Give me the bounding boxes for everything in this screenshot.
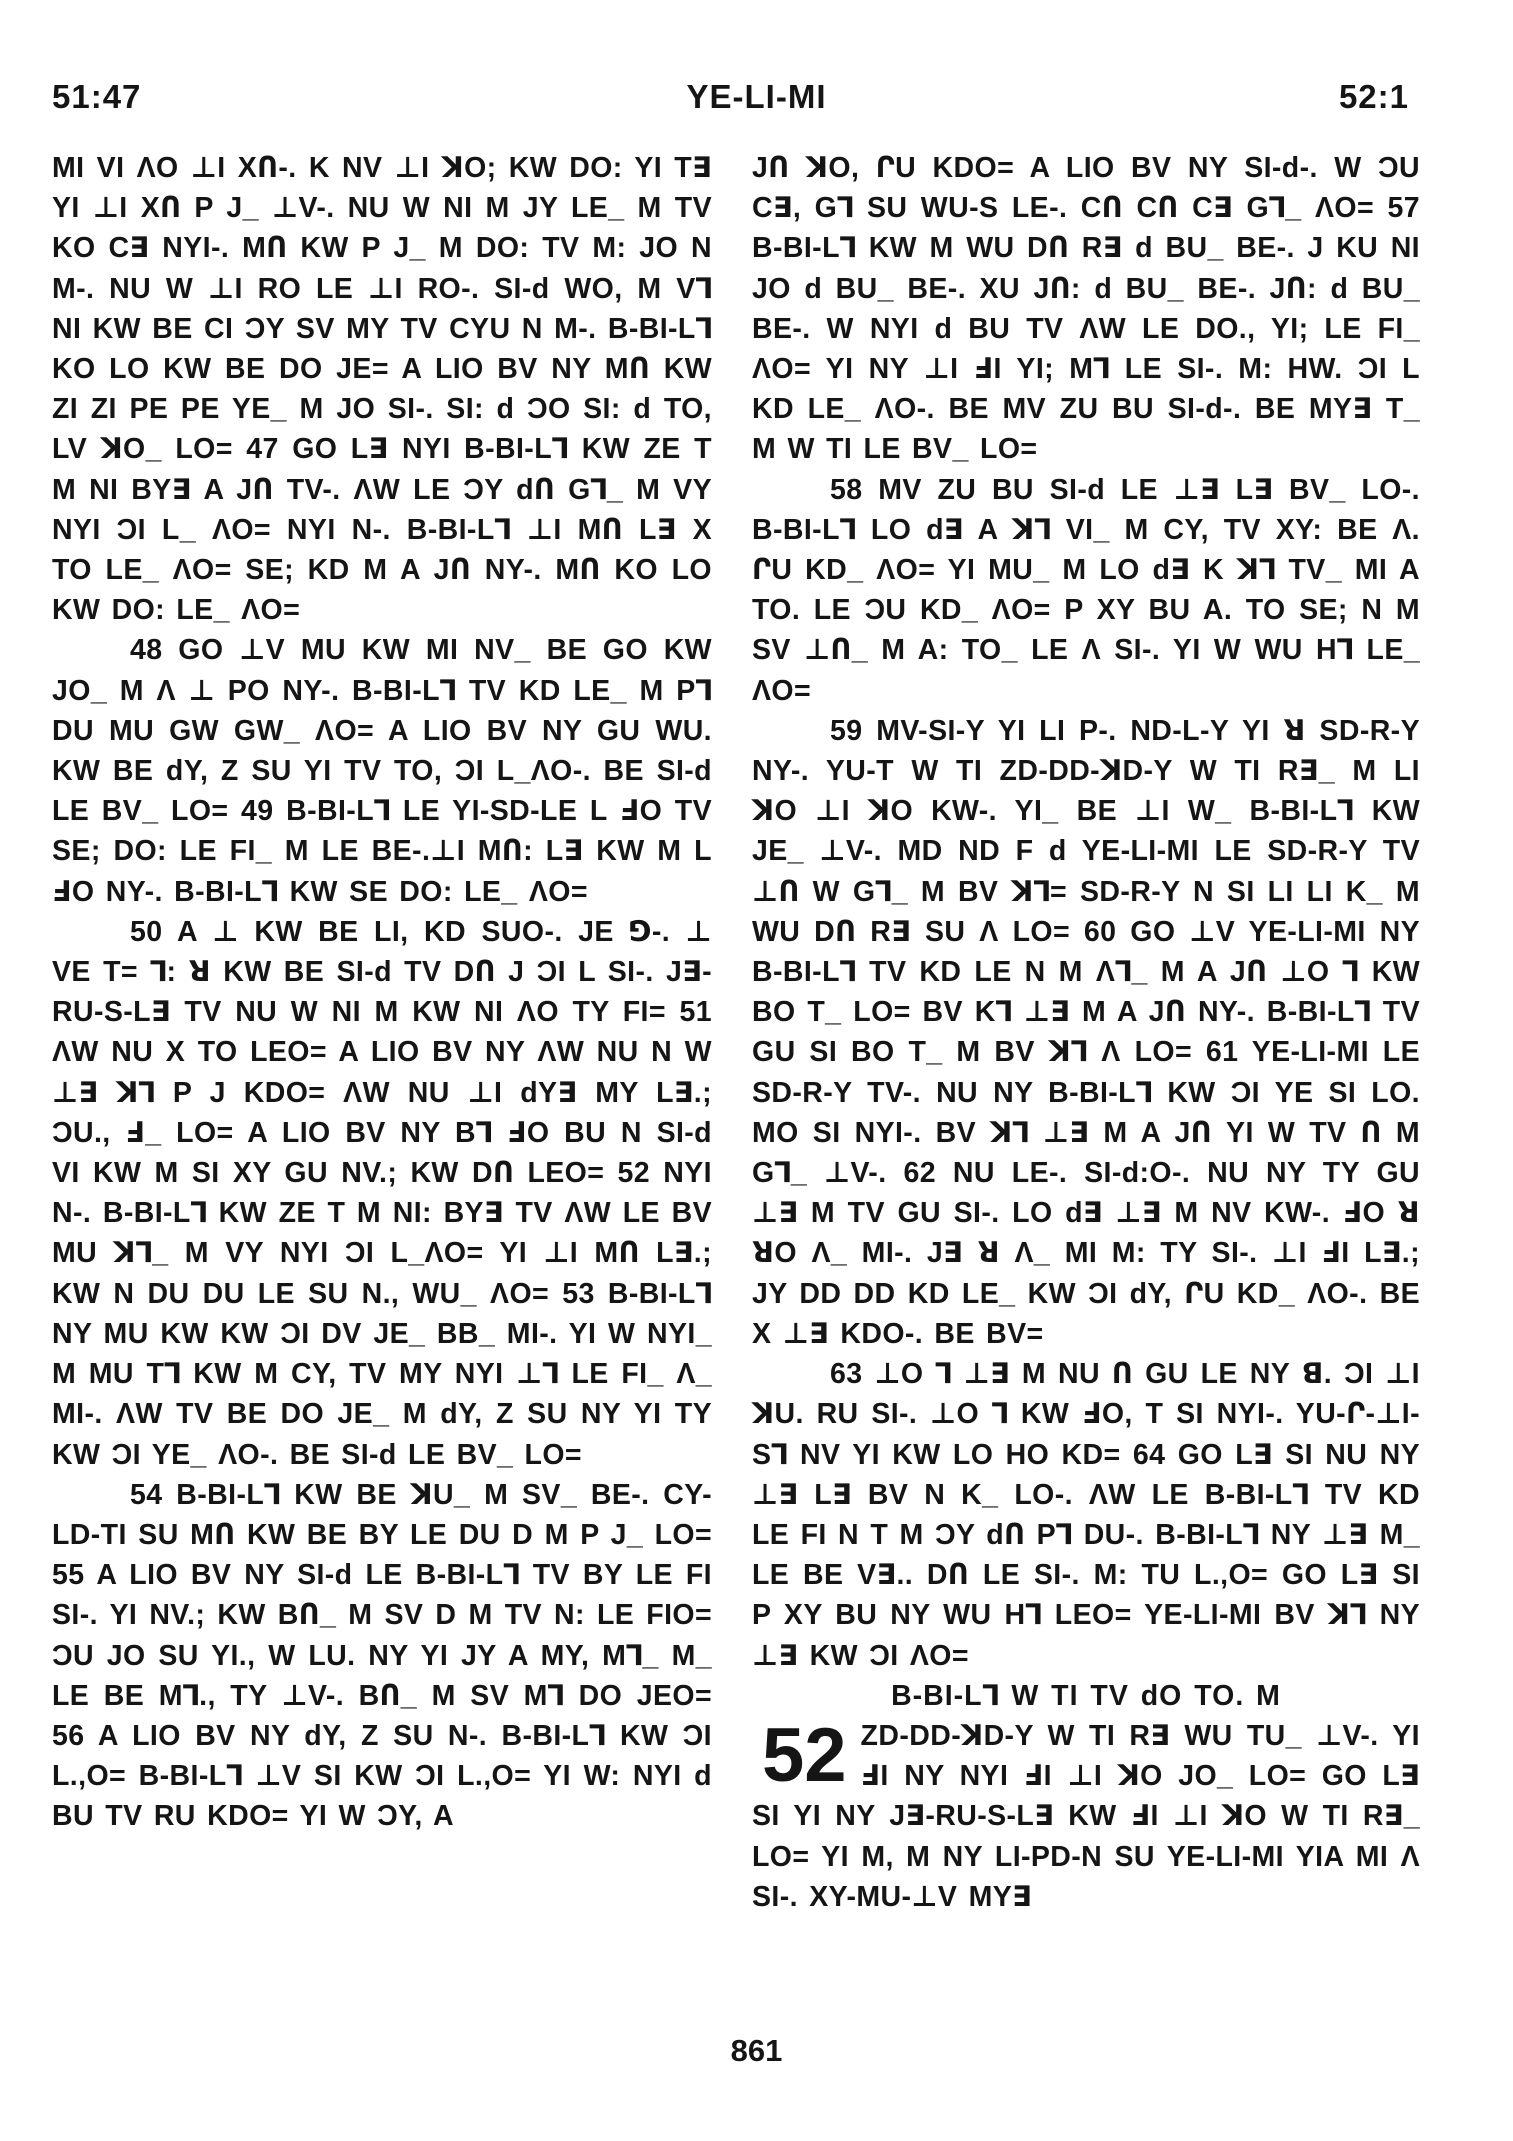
chapter-start: [752, 1712, 1420, 1917]
header-left-reference: 51:47: [52, 78, 142, 115]
left-paragraph-3: 50 A ⊥ KW BE LI, KD SUO-. JE ⅁-. ⊥ VE T= ⅂: ꓤ KW BE SI-d TV DՈ J ƆI L SI-. J∃-RU-S-L∃ TV NU W NI M KW NI ΛO TY FI= 51 ΛW NU X TO LEO= A LIO BV NY ΛW NU N W ⊥∃ ꓘ⅂ P J KDO= ΛW NU ⊥I dY∃ MY L∃.; ƆU., Ⅎ_ LO= A LIO BV NY B⅂ ℲO BU N SI-d VI KW M SI XY GU NV.; KW DՈ LEO= 52 NYI N-. B-BI-L⅂ KW ZE T M NI: BY∃ TV ΛW LE BV MU ꓘ⅂_ M VY NYI ƆI L_ΛO= YI ⊥I MՈ L∃.; KW N DU DU LE SU N., WU_ ΛO= 53 B-BI-L⅂ NY MU KW KW ƆI DV JE_ BB_ MI-. YI W NYI_ M MU T⅂ KW M CY, TV MY NYI ⊥⅂ LE FI_ Λ_ MI-. ΛW TV BE DO JE_ M dY, Z SU NY YI TY KW ƆI YE_ ΛO-. BE SI-d LE BV_ LO=: [52, 915, 712, 1471]
header-right-reference: 52:1: [1338, 78, 1409, 115]
right-paragraph-3: 59 MV-SI-Y YI LI P-. ND-L-Y YI ꓤ SD-R-Y NY-. YU-T W TI ZD-DD-ꓘD-Y W TI R∃_ M LI ꓘO ⊥I ꓘO KW-. YI_ BE ⊥I W_ B-BI-L⅂ KW JE_ ⊥V-. MD ND F d YE-LI-MI LE SD-R-Y TV ⊥Ո W G⅂_ M BV ꓘ⅂= SD-R-Y N SI LI LI K_ M WU DՈ R∃ SU Λ LO= 60 GO ⊥V YE-LI-MI NY B-BI-L⅂ TV KD LE N M Λ⅂_ M A JՈ ⊥O ⅂ KW BO T_ LO= BV K⅂ ⊥∃ M A JՈ NY-. B-BI-L⅂ TV GU SI BO T_ M BV ꓘ⅂ Λ LO= 61 YE-LI-MI LE SD-R-Y TV-. NU NY B-BI-L⅂ KW ƆI YE SI LO. MO SI NYI-. BV ꓘ⅂ ⊥∃ M A JՈ YI W TV Ո M G⅂_ ⊥V-. 62 NU LE-. SI-d:O-. NU NY TY GU ⊥∃ M TV GU SI-. LO d∃ ⊥∃ M NV KW-. ℲO ꓤ ꓤO Λ_ MI-. J∃ ꓤ Λ_ MI M: TY SI-. ⊥I ℲI L∃.; JY DD DD KD LE_ KW ƆI dY, ՐU KD_ ΛO-. BE X ⊥∃ KDO-. BE BV=: [752, 714, 1420, 1350]
right-column: [752, 148, 1420, 1917]
left-column: [52, 148, 712, 1837]
left-paragraph-2: 48 GO ⊥V MU KW MI NV_ BE GO KW JO_ M Λ ⊥ PO NY-. B-BI-L⅂ TV KD LE_ M P⅂ DU MU GW GW_ ΛO= A LIO BV NY GU WU. KW BE dY, Z SU YI TV TO, ƆI L_ΛO-. BE SI-d LE BV_ LO= 49 B-BI-L⅂ LE YI-SD-LE L ℲO TV SE; DO: LE FI_ M LE BE-.⊥I MՈ: L∃ KW M L ℲO NY-. B-BI-L⅂ KW SE DO: LE_ ΛO=: [52, 634, 712, 908]
section-heading: B-BI-L⅂ W TI TV dO TO. M: [891, 1679, 1281, 1712]
right-paragraph-4: 63 ⊥O ⅂ ⊥∃ M NU Ո GU LE NY ꓭ. ƆI ⊥I ꓘU. RU SI-. ⊥O ⅂ KW ℲO, T SI NYI-. YU-Ր-⊥I-S⅂ NV YI KW LO HO KD= 64 GO L∃ SI NU NY ⊥∃ L∃ BV N K_ LO-. ΛW LE B-BI-L⅂ TV KD LE FI N T M ƆY dՈ P⅂ DU-. B-BI-L⅂ NY ⊥∃ M_ LE BE V∃.. DՈ LE SI-. M: TU L.,O= GO L∃ SI P XY BU NY WU H⅂ LEO= YE-LI-MI BV ꓘ⅂ NY ⊥∃ KW ƆI ΛO=: [752, 1358, 1420, 1672]
left-paragraph-4: 54 B-BI-L⅂ KW BE ꓘU_ M SV_ BE-. CY-LD-TI SU MՈ KW BE BY LE DU D M P J_ LO= 55 A LIO BV NY SI-d LE B-BI-L⅂ TV BY LE FI SI-. YI NV.; KW BՈ_ M SV D M TV N: LE FIO= ƆU JO SU YI., W LU. NY YI JY A MY, M⅂_ M_ LE BE M⅂., TY ⊥V-. BՈ_ M SV M⅂ DO JEO= 56 A LIO BV NY dY, Z SU N-. B-BI-L⅂ KW ƆI L.,O= B-BI-L⅂ ⊥V SI KW ƆI L.,O= YI W: NYI d BU TV RU KDO= YI W ƆY, A: [52, 1478, 712, 1833]
left-paragraph-1: MI VI ΛO ⊥I XՈ-. K NV ⊥I ꓘO; KW DO: YI T∃ YI ⊥I XՈ P J_ ⊥V-. NU W NI M JY LE_ M TV KO C∃ NYI-. MՈ KW P J_ M DO: TV M: JO N M-. NU W ⊥I RO LE ⊥I RO-. SI-d WO, M V⅂ NI KW BE CI ƆY SV MY TV CYU N M-. B-BI-L⅂ KO LO KW BE DO JE= A LIO BV NY MՈ KW ZI ZI PE PE YE_ M JO SI-. SI: d ƆO SI: d TO, LV ꓘO_ LO= 47 GO L∃ NYI B-BI-L⅂ KW ZE T M NI BY∃ A JՈ TV-. ΛW LE ƆY dՈ G⅂_ M VY NYI ƆI L_ ΛO= NYI N-. B-BI-L⅂ ⊥I MՈ L∃ X TO LE_ ΛO= SE; KD M A JՈ NY-. MՈ KO LO KW DO: LE_ ΛO=: [52, 152, 712, 627]
chapter-text: ZD-DD-ꓘD-Y W TI R∃ WU TU_ ⊥V-. YI ℲI NY NYI ℲI ⊥I ꓘO JO_ LO= GO L∃ SI YI NY J∃-RU-S-L∃ KW ℲI ⊥I ꓘO W TI R∃_ LO= YI M, M NY LI-PD-N SU YE-LI-MI YIA MI Λ SI-. XY-MU-⊥V MY∃: [752, 1719, 1420, 1913]
header-book-title: YE-LI-MI: [686, 78, 827, 115]
page-number: 861: [730, 2033, 783, 2068]
chapter-number: 52: [762, 1712, 847, 1798]
right-paragraph-1: JՈ ꓘO, ՐU KDO= A LIO BV NY SI-d-. W ƆU C∃, G⅂ SU WU-S LE-. CՈ CՈ C∃ G⅂_ ΛO= 57 B-BI-L⅂ KW M WU DՈ R∃ d BU_ BE-. J KU NI JO d BU_ BE-. XU JՈ: d BU_ BE-. JՈ: d BU_ BE-. W NYI d BU TV ΛW LE DO., YI; LE FI_ ΛO= YI NY ⊥I ℲI YI; M⅂ LE SI-. M: HW. ƆI L KD LE_ ΛO-. BE MV ZU BU SI-d-. BE MY∃ T_ M W TI LE BV_ LO=: [752, 152, 1420, 466]
right-paragraph-2: 58 MV ZU BU SI-d LE ⊥∃ L∃ BV_ LO-. B-BI-L⅂ LO d∃ A ꓘ⅂ VI_ M CY, TV XY: BE Λ. ՐU KD_ ΛO= YI MU_ M LO d∃ K ꓘ⅂ TV_ MI A TO. LE ƆU KD_ ΛO= P XY BU A. TO SE; N M SV ⊥Ո_ M A: TO_ LE Λ SI-. YI W WU H⅂ LE_ ΛO=: [752, 473, 1420, 707]
